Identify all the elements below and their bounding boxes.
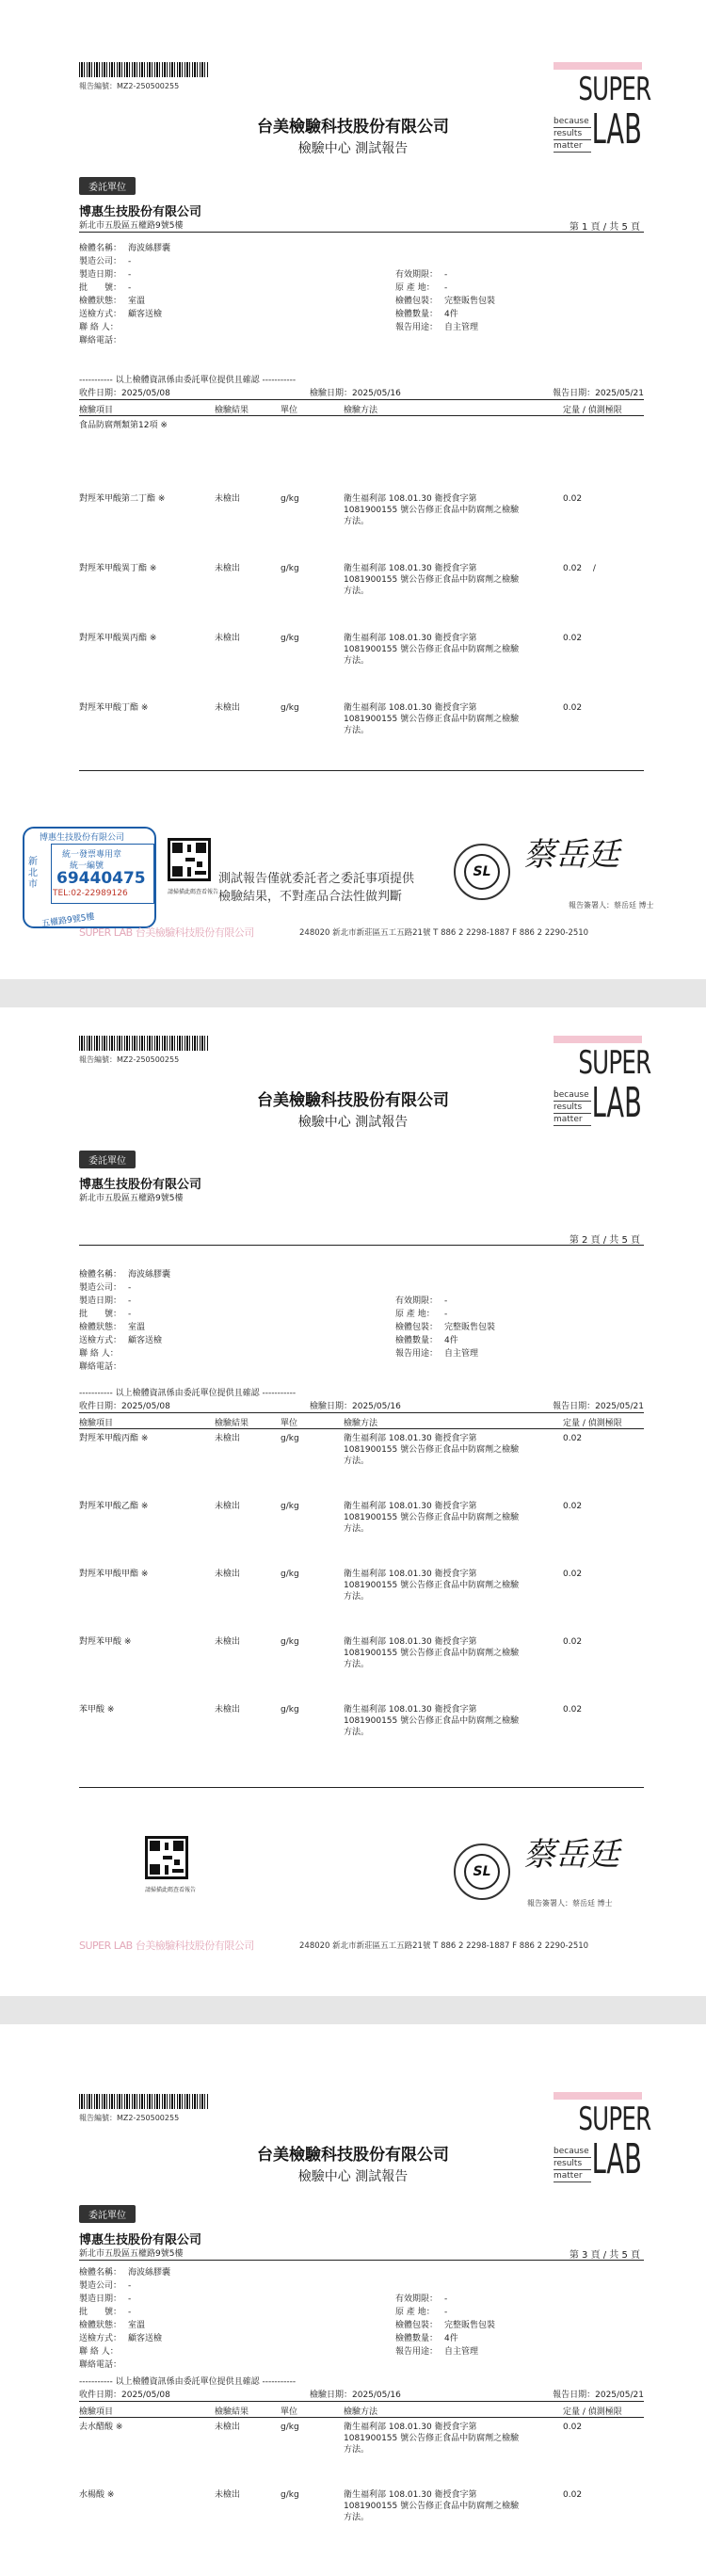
signature: 蔡岳廷 — [523, 1836, 619, 1874]
sample-package: 檢體包裝： 完整販售包裝 — [395, 2321, 496, 2330]
sample-delivery: 送檢方式： 顧客送檢 — [79, 1336, 163, 1345]
page-number: 第 2 頁 / 共 5 頁 — [569, 1235, 640, 1246]
info-note: ----------- 以上檢體資訊係由委託單位提供且確認 ----------- — [79, 1389, 297, 1398]
superlab-logo: SUPER because results matter LAB — [554, 2092, 642, 2194]
sample-manufacturer: 製造公司： - — [79, 1283, 132, 1293]
footer-watermark: SUPER LAB 台美檢驗科技股份有限公司 — [79, 926, 254, 939]
col-result: 檢驗結果 — [215, 1419, 249, 1428]
sample-quantity: 檢體數量： 4件 — [395, 310, 458, 319]
lab-company-name: 台美檢驗科技股份有限公司 — [257, 1091, 449, 1110]
date-row: 收件日期：2025/05/08 檢驗日期：2025/05/16 報告日期：2025/05/21 — [79, 1402, 644, 1411]
sample-name: 檢體名稱： 海波絲膠囊 — [79, 244, 171, 253]
sample-expiry: 有效期限： - — [395, 2294, 448, 2304]
qr-code[interactable] — [145, 1836, 188, 1879]
client-name: 博惠生技股份有限公司 — [79, 2233, 202, 2247]
sample-delivery: 送檢方式： 顧客送檢 — [79, 310, 163, 319]
sample-origin: 原 產 地： - — [395, 1310, 448, 1319]
col-loq: 定量 / 偵測極限 — [563, 1419, 622, 1428]
sample-expiry: 有效期限： - — [395, 270, 448, 280]
client-address: 新北市五股區五權路9號5樓 — [79, 1194, 184, 1203]
report-page-3: 報告編號：MZ2-250500255 SUPER because results matter LAB 台美檢驗科技股份有限公司 檢驗中心 測試報告 委託單位 博惠生技股份有限公司 新北市五股區五權路9號5樓 第 3 頁 / 共 5 頁 檢體名稱： 海波絲膠囊 製造公司： - 製造日期： - 批 號： - 檢體狀態： 室溫 送檢方式： 顧客送檢 聯 絡 人： 聯絡電話： 有效期限： - 原 產 地： - 檢體包裝： 完整販售包裝 檢體數量： 4件 報告用途： 自主管理 ----------- 以上檢體資訊係由委託單位提供且確認 ----------- 收件日期：2025/05/08 檢驗日期：2025/05/16 報告日期：2025/05/21 檢驗項目 檢驗結果 單位 檢驗方法 定量 / 偵測極限 去水醋酸 ※ 未檢出 g/kg 衛生福利部 108.01.30 衛授食字第 1081900155 號公告修正食品中防腐劑之檢驗方法。 0.02 水楊酸 ※ 未檢出 g/kg 衛生福利部 108.01.30 衛授食字第 1081900155 號公告修正食品中防腐劑之檢驗方法。 0.02 — [0, 2024, 706, 2576]
sample-contact: 聯 絡 人： — [79, 2347, 119, 2357]
report-purpose: 報告用途： 自主管理 — [395, 1349, 479, 1359]
sample-state: 檢體狀態： 室溫 — [79, 2321, 146, 2330]
col-method: 檢驗方法 — [344, 1419, 378, 1428]
sample-batch: 批 號： - — [79, 2308, 132, 2317]
report-purpose: 報告用途： 自主管理 — [395, 323, 479, 332]
footer-address: 248020 新北市新莊區五工五路21號 T 886 2 2298-1887 F 886 2 2290-2510 — [299, 928, 589, 938]
sample-origin: 原 產 地： - — [395, 2308, 448, 2317]
sample-name: 檢體名稱： 海波絲膠囊 — [79, 1270, 171, 1280]
page-number: 第 3 頁 / 共 5 頁 — [569, 2250, 640, 2261]
client-address: 新北市五股區五權路9號5樓 — [79, 2249, 184, 2259]
page-number: 第 1 頁 / 共 5 頁 — [569, 222, 640, 233]
report-subtitle: 檢驗中心 測試報告 — [297, 141, 409, 156]
col-result: 檢驗結果 — [215, 406, 249, 415]
col-unit: 單位 — [281, 2407, 298, 2417]
sample-delivery: 送檢方式： 顧客送檢 — [79, 2334, 163, 2343]
qr-caption: 請掃描此碼查看報告 — [145, 1887, 197, 1893]
footer-address: 248020 新北市新莊區五工五路21號 T 886 2 2298-1887 F 886 2 2290-2510 — [299, 1941, 589, 1951]
report-page-2: 報告編號：MZ2-250500255 SUPER because results matter LAB 台美檢驗科技股份有限公司 檢驗中心 測試報告 委託單位 博惠生技股份有限公司 新北市五股區五權路9號5樓 第 2 頁 / 共 5 頁 檢體名稱： 海波絲膠囊 製造公司： - 製造日期： - 批 號： - 檢體狀態： 室溫 送檢方式： 顧客送檢 聯 絡 人： 聯絡電話： 有效期限： - 原 產 地： - 檢體包裝： 完整販售包裝 檢體數量： 4件 報告用途： 自主管理 ----------- 以上檢體資訊係由委託單位提供且確認 ----------- 收件日期：2025/05/08 檢驗日期：2025/05/16 報告日期：2025/05/21 檢驗項目 檢驗結果 單位 檢驗方法 定量 / 偵測極限 對羥苯甲酸丙酯 ※ 未檢出 g/kg 衛生福利部 108.01.30 衛授食字第 1081900155 號公告修正食品中防腐劑之檢驗方法。 0.02 對羥苯甲酸乙酯 ※ 未檢出 g/kg 衛生福利部 108.01.30 衛授食字第 1081900155 號公告修正食品中防腐劑之檢驗方法。 0.02 對羥苯甲酸甲酯 ※ 未檢出 g/kg 衛生福利部 108.01.30 衛授食字第 1081900155 號公告修正食品中防腐劑之檢驗方法。 0.02 對羥苯甲酸 ※ 未檢出 g/kg 衛生福利部 108.01.30 衛授食字第 1081900155 號公告修正食品中防腐劑之檢驗方法。 0.02 苯甲酸 ※ 未檢出 g/kg 衛生福利部 108.01.30 衛授食字第 1081900155 號公告修正食品中防腐劑之檢驗方法。 0.02 請掃描此碼查看報告 SL 蔡岳廷 報告簽署人：蔡岳廷 博士 SUPER LAB 台美檢驗科技股份有限公司 248020 新北市新莊區五工五路21號 T 886 2 2298-1887 F 886 2 2290-2510 — [0, 1007, 706, 1996]
qr-caption: 請掃描此碼查看報告 — [168, 889, 219, 895]
report-number: 報告編號：MZ2-250500255 — [79, 82, 180, 90]
col-loq: 定量 / 偵測極限 — [563, 2407, 622, 2417]
report-barcode — [79, 62, 209, 77]
sample-package: 檢體包裝： 完整販售包裝 — [395, 1323, 496, 1332]
col-item: 檢驗項目 — [79, 2407, 114, 2417]
report-barcode — [79, 1036, 209, 1051]
qr-code[interactable] — [168, 838, 211, 881]
col-item: 檢驗項目 — [79, 406, 114, 415]
col-unit: 單位 — [281, 1419, 298, 1428]
report-page-1: 報告編號：MZ2-250500255 SUPER because results matter LAB 台美檢驗科技股份有限公司 檢驗中心 測試報告 委託單位 博惠生技股份有限公司 新北市五股區五權路9號5樓 第 1 頁 / 共 5 頁 檢體名稱： 海波絲膠囊 製造公司： - 製造日期： - 批 號： - 檢體狀態： 室溫 送檢方式： 顧客送檢 聯 絡 人： 聯絡電話： 有效期限： - 原 產 地： - 檢體包裝： 完整販售包裝 檢體數量： 4件 報告用途： 自主管理 ----------- 以上檢體資訊係由委託單位提供且確認 ----------- 收件日期：2025/05/08 檢驗日期：2025/05/16 報告日期：2025/05/21 檢驗項目 檢驗結果 單位 檢驗方法 定量 / 偵測極限 食品防腐劑類第12項 ※ 對羥苯甲酸第二丁酯 ※ 未檢出 g/kg 衛生福利部 108.01.30 衛授食字第 1081900155 號公告修正食品中防腐劑之檢驗方法。 0.02 對羥苯甲酸異丁酯 ※ 未檢出 g/kg 衛生福利部 108.01.30 衛授食字第 1081900155 號公告修正食品中防腐劑之檢驗方法。 0.02 / 對羥苯甲酸異丙酯 ※ 未檢出 g/kg 衛生福利部 108.01.30 衛授食字第 1081900155 號公告修正食品中防腐劑之檢驗方法。 0.02 對羥苯甲酸丁酯 ※ 未檢出 g/kg 衛生福利部 108.01.30 衛授食字第 1081900155 號公告修正食品中防腐劑之檢驗方法。 0.02 博惠生技股份有限公司 新北市 統一發票專用章 統一編號 69440475 TEL:02-22989126 五權路9號5樓 請掃描此碼查看報告 測試報告僅就委託者之委託事項提供 檢驗結果，不對產品合法性做判斷 SL 蔡岳廷 報告簽署人：蔡岳廷 博士 SUPER LAB 台美檢驗科技股份有限公司 248020 新北市新莊區五工五路21號 T 886 2 2298-1887 F 886 2 2290-2510 — [0, 0, 706, 979]
client-tag: 委託單位 — [79, 2205, 136, 2223]
report-purpose: 報告用途： 自主管理 — [395, 2347, 479, 2357]
group-title: 食品防腐劑類第12項 ※ — [79, 421, 168, 430]
sample-phone: 聯絡電話： — [79, 1362, 122, 1372]
client-tag: 委託單位 — [79, 177, 136, 195]
info-note: ----------- 以上檢體資訊係由委託單位提供且確認 ----------- — [79, 376, 297, 385]
sample-manufacturer: 製造公司： - — [79, 2281, 132, 2291]
lab-company-name: 台美檢驗科技股份有限公司 — [257, 2146, 449, 2165]
col-method: 檢驗方法 — [344, 2407, 378, 2417]
superlab-logo: SUPER because results matter LAB — [554, 62, 642, 164]
sample-quantity: 檢體數量： 4件 — [395, 2334, 458, 2343]
col-method: 檢驗方法 — [344, 406, 378, 415]
col-item: 檢驗項目 — [79, 1419, 114, 1428]
footer-watermark: SUPER LAB 台美檢驗科技股份有限公司 — [79, 1940, 254, 1952]
report-number: 報告編號：MZ2-250500255 — [79, 1055, 180, 1064]
sample-batch: 批 號： - — [79, 283, 132, 293]
sample-package: 檢體包裝： 完整販售包裝 — [395, 297, 496, 306]
sample-phone: 聯絡電話： — [79, 336, 122, 346]
superlab-logo: SUPER because results matter LAB — [554, 1036, 642, 1137]
sample-phone: 聯絡電話： — [79, 2360, 122, 2370]
signer-name: 報告簽署人：蔡岳廷 博士 — [569, 901, 654, 910]
sample-date: 製造日期： - — [79, 2294, 132, 2304]
report-number: 報告編號：MZ2-250500255 — [79, 2114, 180, 2122]
lab-company-name: 台美檢驗科技股份有限公司 — [257, 118, 449, 137]
sample-date: 製造日期： - — [79, 1296, 132, 1306]
report-subtitle: 檢驗中心 測試報告 — [297, 1115, 409, 1130]
col-result: 檢驗結果 — [215, 2407, 249, 2417]
date-row: 收件日期：2025/05/08 檢驗日期：2025/05/16 報告日期：2025/05/21 — [79, 2391, 644, 2400]
sample-batch: 批 號： - — [79, 1310, 132, 1319]
sample-contact: 聯 絡 人： — [79, 323, 119, 332]
sample-state: 檢體狀態： 室溫 — [79, 1323, 146, 1332]
client-tag: 委託單位 — [79, 1151, 136, 1168]
client-address: 新北市五股區五權路9號5樓 — [79, 221, 184, 231]
sl-seal-icon: SL — [454, 844, 510, 900]
col-unit: 單位 — [281, 406, 298, 415]
col-loq: 定量 / 偵測極限 — [563, 406, 622, 415]
signature: 蔡岳廷 — [523, 836, 619, 874]
sample-name: 檢體名稱： 海波絲膠囊 — [79, 2268, 171, 2278]
client-name: 博惠生技股份有限公司 — [79, 205, 202, 219]
sample-state: 檢體狀態： 室溫 — [79, 297, 146, 306]
sample-manufacturer: 製造公司： - — [79, 257, 132, 266]
date-row: 收件日期：2025/05/08 檢驗日期：2025/05/16 報告日期：2025/05/21 — [79, 389, 644, 398]
signer-name: 報告簽署人：蔡岳廷 博士 — [527, 1899, 613, 1908]
sample-date: 製造日期： - — [79, 270, 132, 280]
sample-origin: 原 產 地： - — [395, 283, 448, 293]
sl-seal-icon: SL — [454, 1843, 510, 1900]
sample-contact: 聯 絡 人： — [79, 1349, 119, 1359]
client-name: 博惠生技股份有限公司 — [79, 1178, 202, 1192]
info-note: ----------- 以上檢體資訊係由委託單位提供且確認 ----------- — [79, 2377, 297, 2387]
company-stamp: 博惠生技股份有限公司 新北市 統一發票專用章 統一編號 69440475 TEL:02-22989126 五權路9號5樓 — [23, 827, 156, 928]
sample-quantity: 檢體數量： 4件 — [395, 1336, 458, 1345]
disclaimer: 測試報告僅就委託者之委託事項提供 檢驗結果，不對產品合法性做判斷 — [218, 872, 415, 904]
report-subtitle: 檢驗中心 測試報告 — [297, 2169, 409, 2184]
report-barcode — [79, 2094, 209, 2109]
sample-expiry: 有效期限： - — [395, 1296, 448, 1306]
